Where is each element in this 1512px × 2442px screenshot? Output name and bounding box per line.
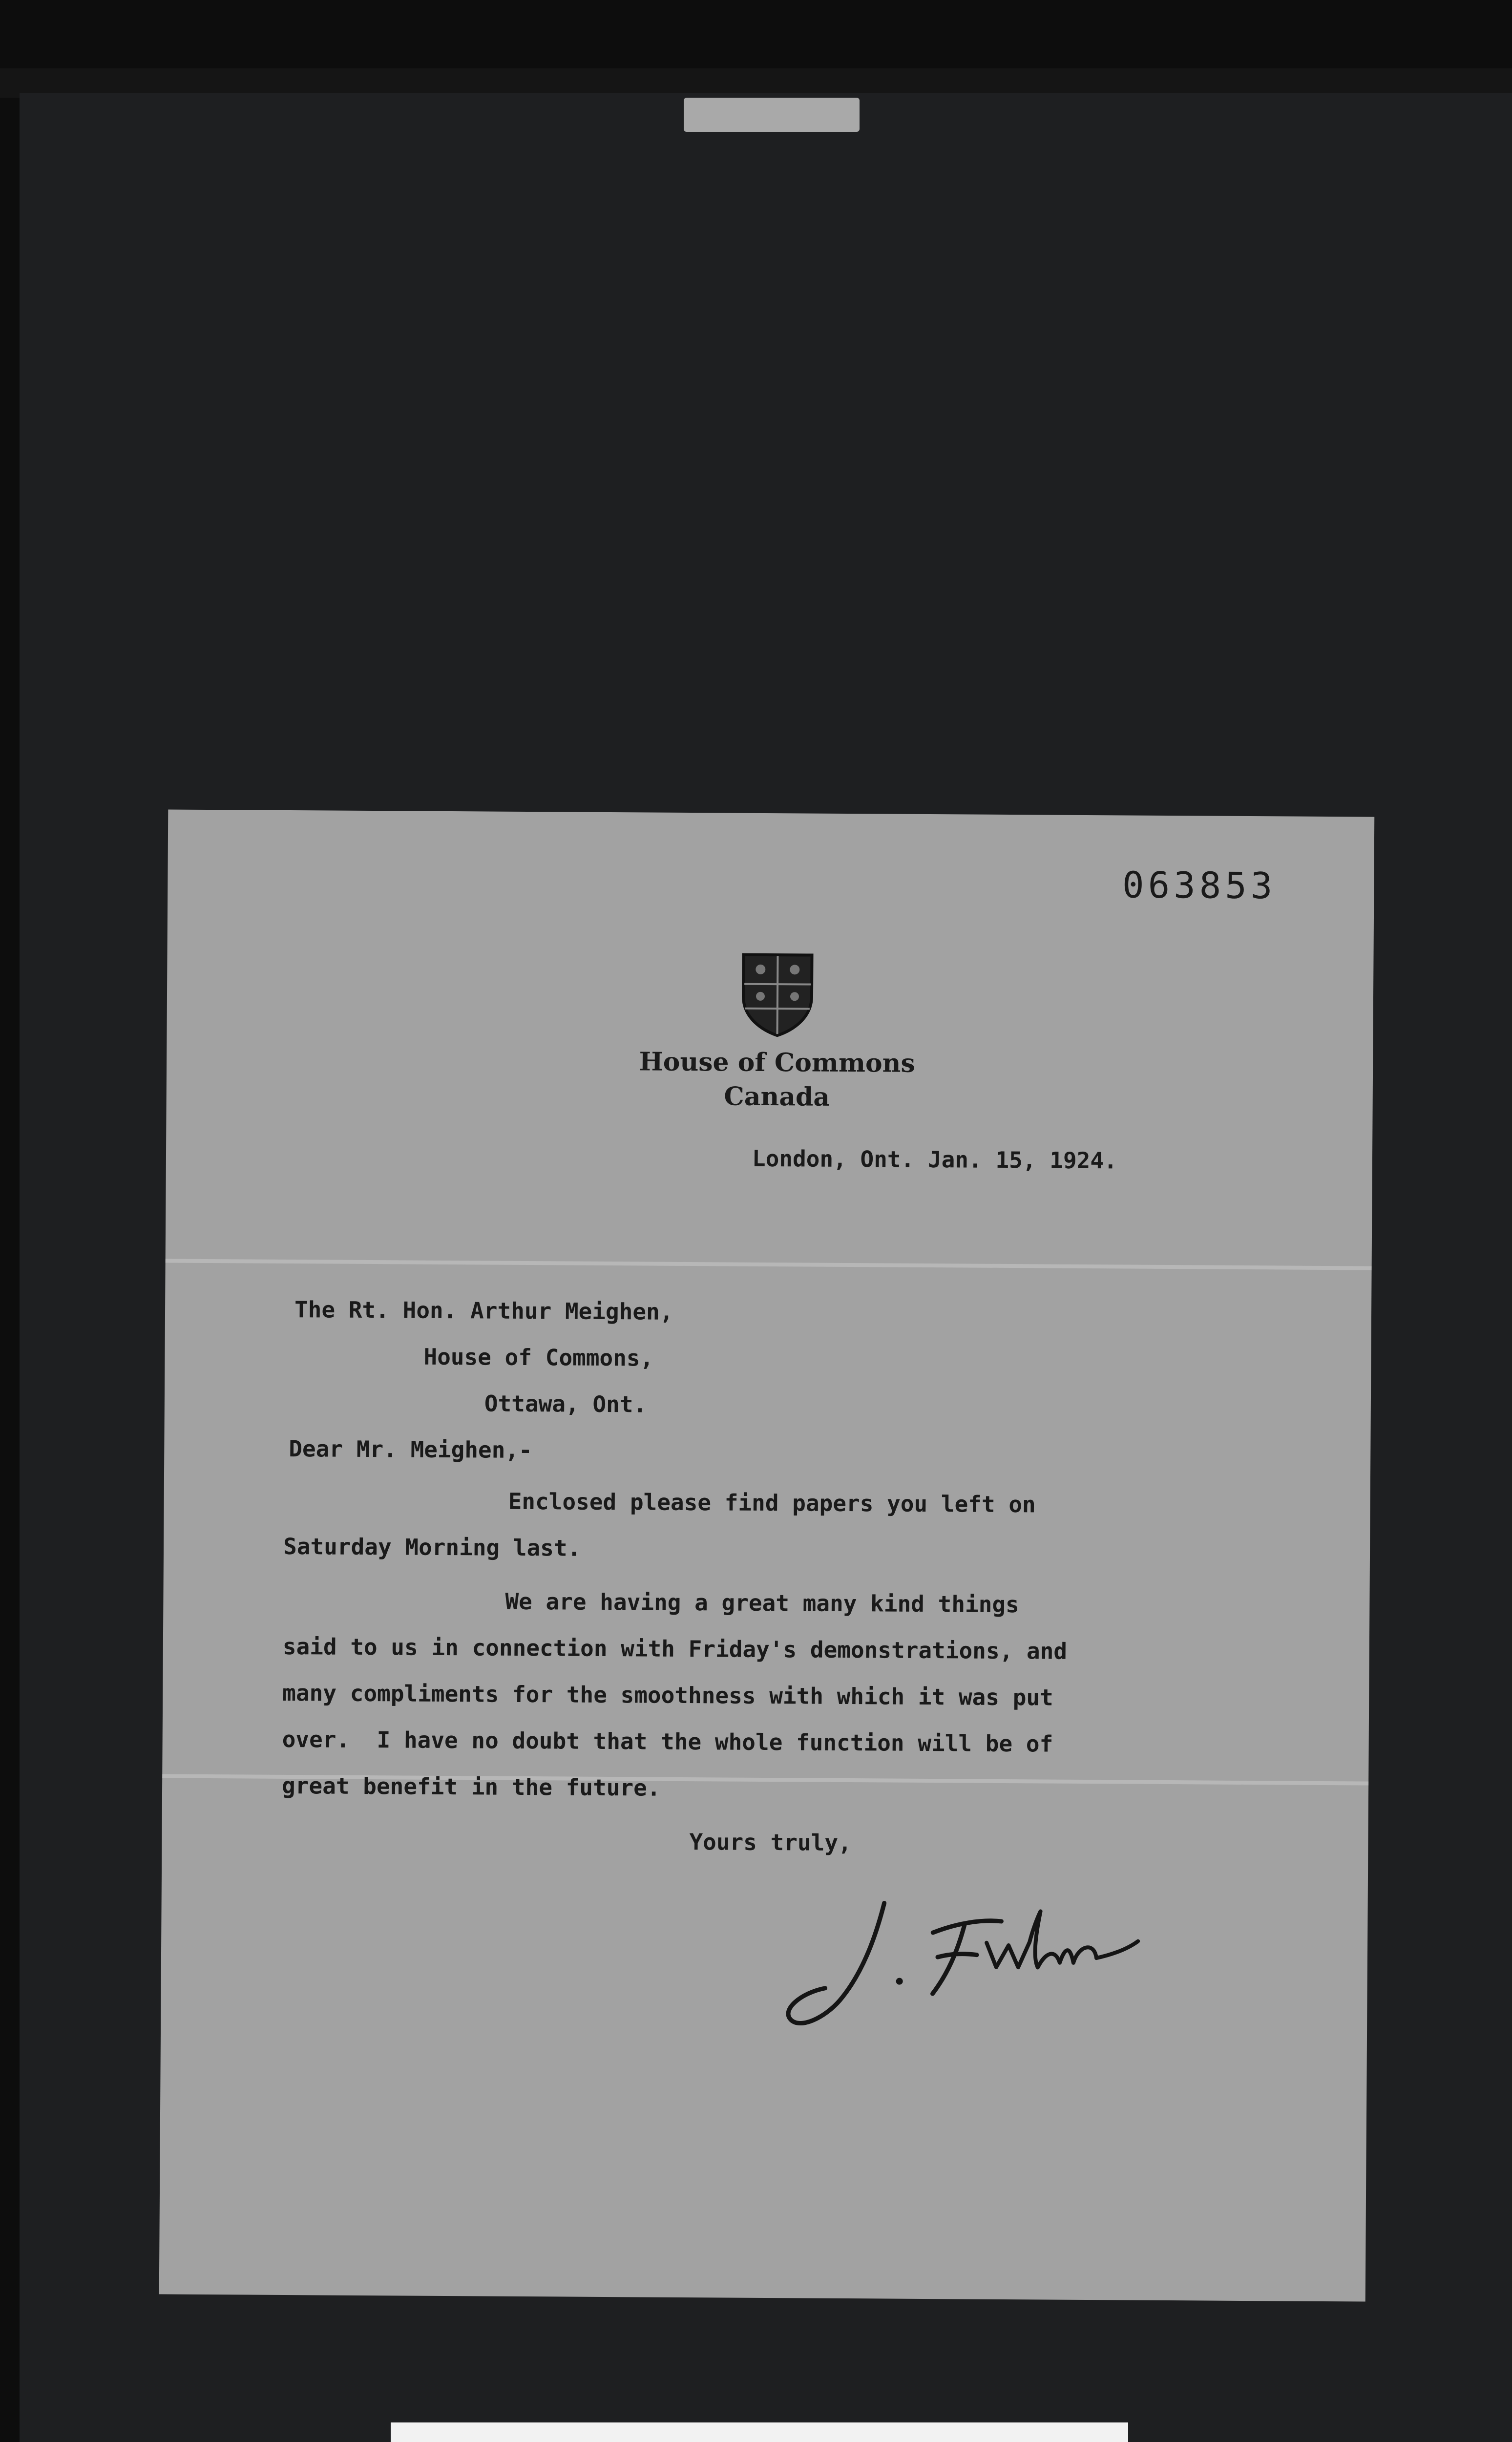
letterhead-subtitle: Canada: [724, 1081, 830, 1112]
recipient-address-line: House of Commons,: [423, 1343, 654, 1371]
letter-page: [159, 809, 1375, 2301]
body-line: Saturday Morning last.: [283, 1533, 581, 1561]
salutation: Dear Mr. Meighen,-: [289, 1435, 532, 1464]
body-line: many compliments for the smoothness with which it was put: [282, 1679, 1053, 1711]
body-line: great benefit in the future.: [281, 1772, 661, 1801]
collection-label-slip: [391, 2422, 1128, 2442]
body-line: Enclosed please find papers you left on: [508, 1488, 1036, 1518]
handwritten-signature: [771, 1888, 1143, 2037]
recipient-name: The Rt. Hon. Arthur Meighen,: [294, 1296, 673, 1325]
body-line: over. I have no doubt that the whole function will be of: [282, 1726, 1053, 1757]
fold-line: [166, 1259, 1372, 1270]
body-line: We are having a great many kind things: [505, 1588, 1019, 1618]
closing: Yours truly,: [689, 1829, 852, 1856]
date-line: London, Ont. Jan. 15, 1924.: [752, 1145, 1117, 1174]
recipient-address-line: Ottawa, Ont.: [484, 1390, 647, 1418]
canada-coat-of-arms-icon: [738, 950, 817, 1038]
document-number: 063853: [1122, 864, 1277, 907]
body-line: said to us in connection with Friday's demonstrations, and: [282, 1633, 1068, 1664]
mounting-clip: [684, 98, 860, 132]
letterhead-title: House of Commons: [639, 1047, 915, 1078]
